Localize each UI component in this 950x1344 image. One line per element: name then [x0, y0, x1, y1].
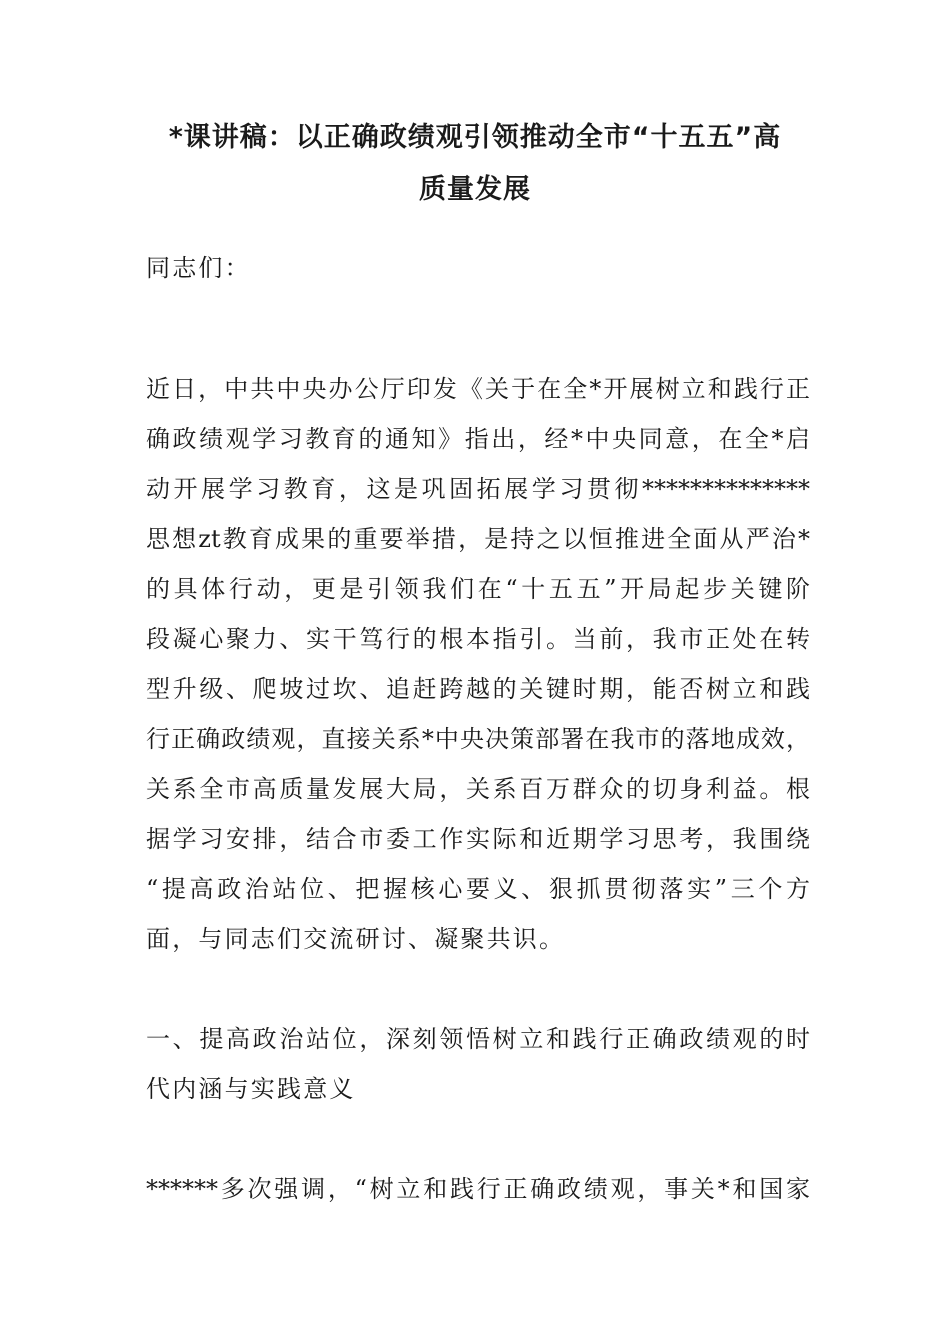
intro-line: 据学习安排，结合市委工作实际和近期学习思考，我围绕: [146, 825, 810, 853]
intro-line: 行正确政绩观，直接关系*中央决策部署在我市的落地成效，: [146, 725, 810, 753]
intro-line: 思想zt教育成果的重要举措，是持之以恒推进全面从严治*: [146, 525, 810, 553]
intro-line: 关系全市高质量发展大局，关系百万群众的切身利益。根: [146, 775, 810, 803]
intro-line: 面，与同志们交流研讨、凝聚共识。: [146, 925, 566, 953]
section-heading-line: 代内涵与实践意义: [146, 1075, 356, 1103]
title-line-1: *课讲稿：以正确政绩观引领推动全市“十五五”高: [168, 122, 782, 153]
intro-line: 段凝心聚力、实干笃行的根本指引。当前，我市正处在转: [146, 625, 810, 653]
section-heading-line: 一、提高政治站位，深刻领悟树立和践行正确政绩观的时: [146, 1025, 810, 1053]
salutation: 同志们：: [146, 254, 251, 282]
title-line-2: 质量发展: [419, 174, 531, 205]
body-line: ******多次强调，“树立和践行正确政绩观，事关*和国家: [146, 1175, 810, 1203]
intro-line: 动开展学习教育，这是巩固拓展学习贯彻**************: [146, 475, 810, 503]
intro-line: 的具体行动，更是引领我们在“十五五”开局起步关键阶: [146, 575, 810, 603]
intro-line: “提高政治站位、把握核心要义、狠抓贯彻落实”三个方: [146, 875, 810, 903]
document-title: [130, 112, 820, 216]
intro-line: 确政绩观学习教育的通知》指出，经*中央同意，在全*启: [146, 425, 810, 453]
intro-line: 近日，中共中央办公厅印发《关于在全*开展树立和践行正: [146, 375, 810, 403]
intro-line: 型升级、爬坡过坎、追赶跨越的关键时期，能否树立和践: [146, 675, 810, 703]
